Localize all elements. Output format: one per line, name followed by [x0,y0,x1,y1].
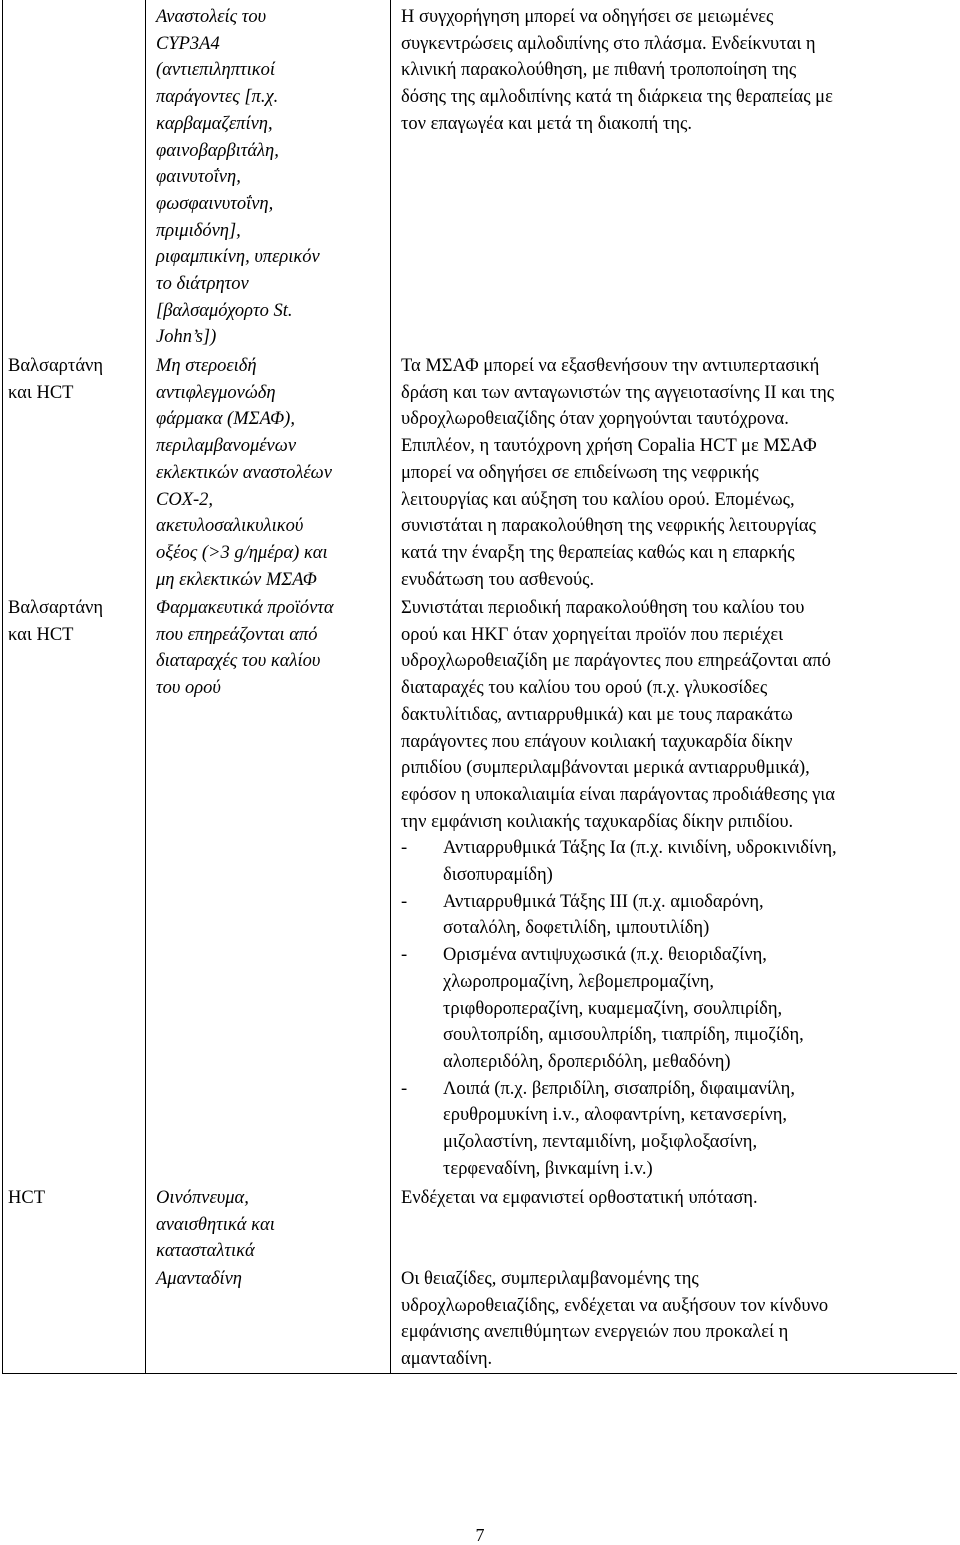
list-item-line: χλωροπρομαζίνη, λεβομεπρομαζίνη, [443,971,715,992]
table-column-divider-2 [390,0,391,1373]
cell-line: φωσφαινυτοΐνη, [156,193,274,214]
page-number: 7 [475,1525,485,1545]
list-item-line: αλοπεριδόλη, δροπεριδόλη, μεθαδόνη) [443,1051,731,1072]
table-border-left [2,0,3,1373]
row-1-effect [401,4,833,138]
row-2-agent [156,353,332,593]
cell-line: κατά την έναρξη της θεραπείας καθώς και η επαρκής [401,542,795,563]
cell-line: καρβαμαζεπίνη, [156,113,273,134]
cell-line: που επηρεάζονται από [156,624,318,645]
cell-line: διαταραχές του καλίου [156,651,321,672]
cell-line: Ενδέχεται να εμφανιστεί ορθοστατική υπόταση. [401,1188,758,1208]
list-bullet: - [401,891,408,912]
cell-line: λειτουργίας και αύξηση του καλίου ορού. Επομένως, [401,489,795,510]
row-4-substance [8,1185,45,1212]
cell-line: John’s]) [156,327,217,348]
cell-line: υδροχλωροθειαζίδης όταν χορηγούνται ταυτόχρονα. [401,409,789,430]
cell-line: ορού και ΗΚΓ όταν χορηγείται προϊόν που περιέχει [401,624,784,645]
cell-line: ακετυλοσαλικυλικού [156,516,304,537]
list-item-line: μιζολαστίνη, πενταμιδίνη, μοξιφλοξασίνη, [443,1132,758,1153]
cell-line: συγκεντρώσεις αμλοδιπίνης στο πλάσμα. Ενδείκνυται η [401,33,816,54]
cell-line: δόσης της αμλοδιπίνης κατά τη διάρκεια της θεραπείας με [401,87,833,108]
cell-line: Αναστολείς του [156,7,267,27]
cell-line: Οι θειαζίδες, συμπεριλαμβανομένης της [401,1269,699,1289]
cell-line: ριφαμπικίνη, υπερικόν [156,247,320,268]
list-item [401,1076,837,1183]
cell-line: Βαλσαρτάνη [8,356,104,376]
cell-line: εφόσον η υποκαλιαιμία είναι παράγοντας προδιάθεσης για [401,784,835,805]
cell-line: Οινόπνευμα, [156,1188,249,1208]
list-item-line: Αντιαρρυθμικά Τάξης ΙΙΙ (π.χ. αμιοδαρόνη, [443,891,764,912]
list-item-line: τερφεναδίνη, βινκαμίνη i.v.) [443,1158,653,1179]
row-5-effect [401,1266,828,1373]
row-4-effect [401,1185,758,1212]
cell-line: ριπιδίου (συμπεριλαμβάνονται μερικά αντιαρρυθμικά), [401,758,810,779]
row-3-effect [401,595,837,1182]
cell-line: το διάτρητον [156,274,249,295]
cell-line: και HCT [8,624,74,645]
list-item-line: Ορισμένα αντιψυχωσικά (π.χ. θειοριδαζίνη, [443,945,767,966]
cell-line: αντιφλεγμονώδη [156,382,276,403]
row-1-agent [156,4,320,351]
cell-line: δράση και των ανταγωνιστών της αγγειοτασίνης II και της [401,382,835,403]
cell-line: COX-2, [156,489,214,510]
cell-line: ενυδάτωση του ασθενούς. [401,569,595,590]
cell-line: περιλαμβανομένων [156,436,297,457]
cell-line: πριμιδόνη], [156,220,241,241]
cell-line: Η συγχορήγηση μπορεί να οδηγήσει σε μειωμένες [401,7,774,27]
cell-line: Βαλσαρτάνη [8,598,104,618]
cell-line: (αντιεπιληπτικοί [156,60,276,81]
row-3-substance [8,595,103,648]
row-5-agent [156,1266,242,1293]
list-item-line: σουλτοπρίδη, αμισουλπρίδη, τιαπρίδη, πιμοζίδη, [443,1025,804,1046]
table-column-divider-1 [145,0,146,1373]
list-item-line: Λοιπά (π.χ. βεπριδίλη, σισαπρίδη, διφαιμανίλη, [443,1078,795,1099]
row-3-agent [156,595,334,702]
cell-line: μπορεί να οδηγήσει σε επιδείνωση της νεφρικής [401,462,759,483]
list-item-line: Αντιαρρυθμικά Τάξης Ια (π.χ. κινιδίνη, υδροκινιδίνη, [443,838,837,859]
list-item [401,835,837,888]
cell-line: Επιπλέον, η ταυτόχρονη χρήση Copalia HCT με ΜΣΑΦ [401,436,817,457]
list-item-line: τριφθοροπεραζίνη, κυαμεμαζίνη, σουλπιρίδη, [443,998,783,1019]
list-item-line: ερυθρομυκίνη i.v., αλοφαντρίνη, κετανσερίνη, [443,1105,788,1126]
cell-line: Αμανταδίνη [156,1269,242,1289]
cell-line: συνιστάται η παρακολούθηση της νεφρικής λειτουργίας [401,516,816,537]
cell-line: παράγοντες [π.χ. [156,87,279,108]
cell-line: και HCT [8,382,74,403]
cell-line: φάρμακα (ΜΣΑΦ), [156,409,295,430]
list-item [401,889,837,942]
cell-line: αναισθητικά και [156,1214,275,1235]
list-bullet: - [401,945,408,966]
row-2-substance [8,353,103,406]
cell-line: Φαρμακευτικά προϊόντα [156,598,334,618]
cell-line: διαταραχές του καλίου του ορού (π.χ. γλυκοσίδες [401,678,768,699]
cell-line: Τα ΜΣΑΦ μπορεί να εξασθενήσουν την αντιυπερτασική [401,356,820,376]
cell-line: HCT [8,1188,45,1208]
cell-line: CYP3A4 [156,33,220,54]
cell-line: κατασταλτικά [156,1241,255,1262]
cell-line: εμφάνισης ανεπιθύμητων ενεργειών που προκαλεί η [401,1322,789,1343]
cell-line: του ορού [156,678,221,699]
cell-line: Μη στεροειδή [156,356,257,376]
cell-line: την εμφάνιση κοιλιακής ταχυκαρδίας δίκην ριπιδίου. [401,811,794,832]
list-item-line: δισοπυραμίδη) [443,865,553,886]
row-2-effect [401,353,834,593]
cell-line: μη εκλεκτικών ΜΣΑΦ [156,569,317,590]
cell-line: υδροχλωροθειαζίδη με παράγοντες που επηρεάζονται από [401,651,831,672]
cell-line: [βαλσαμόχορτο St. [156,300,293,321]
cell-line: τον επαγωγέα και μετά τη διακοπή της. [401,113,692,134]
cell-line: παράγοντες που επάγουν κοιλιακή ταχυκαρδία δίκην [401,731,793,752]
cell-line: φαινοβαρβιτάλη, [156,140,279,161]
cell-line: υδροχλωροθειαζίδης, ενδέχεται να αυξήσουν τον κίνδυνο [401,1295,829,1316]
cell-line: φαινυτοΐνη, [156,167,241,188]
cell-line: οξέος (>3 g/ημέρα) και [156,542,328,563]
cell-line: εκλεκτικών αναστολέων [156,462,332,483]
cell-line: αμανταδίνη. [401,1349,493,1370]
table-border-bottom [2,1373,957,1374]
cell-line: Συνιστάται περιοδική παρακολούθηση του καλίου του [401,598,805,618]
row-4-agent [156,1185,275,1265]
list-bullet: - [401,1078,408,1099]
list-item-line: σοταλόλη, δοφετιλίδη, ιμπουτιλίδη) [443,918,710,939]
list-bullet: - [401,838,408,859]
cell-line: δακτυλίτιδας, αντιαρρυθμικά) και με τους παρακάτω [401,704,793,725]
cell-line: κλινική παρακολούθηση, με πιθανή τροποποίηση της [401,60,797,81]
list-item [401,942,837,1076]
